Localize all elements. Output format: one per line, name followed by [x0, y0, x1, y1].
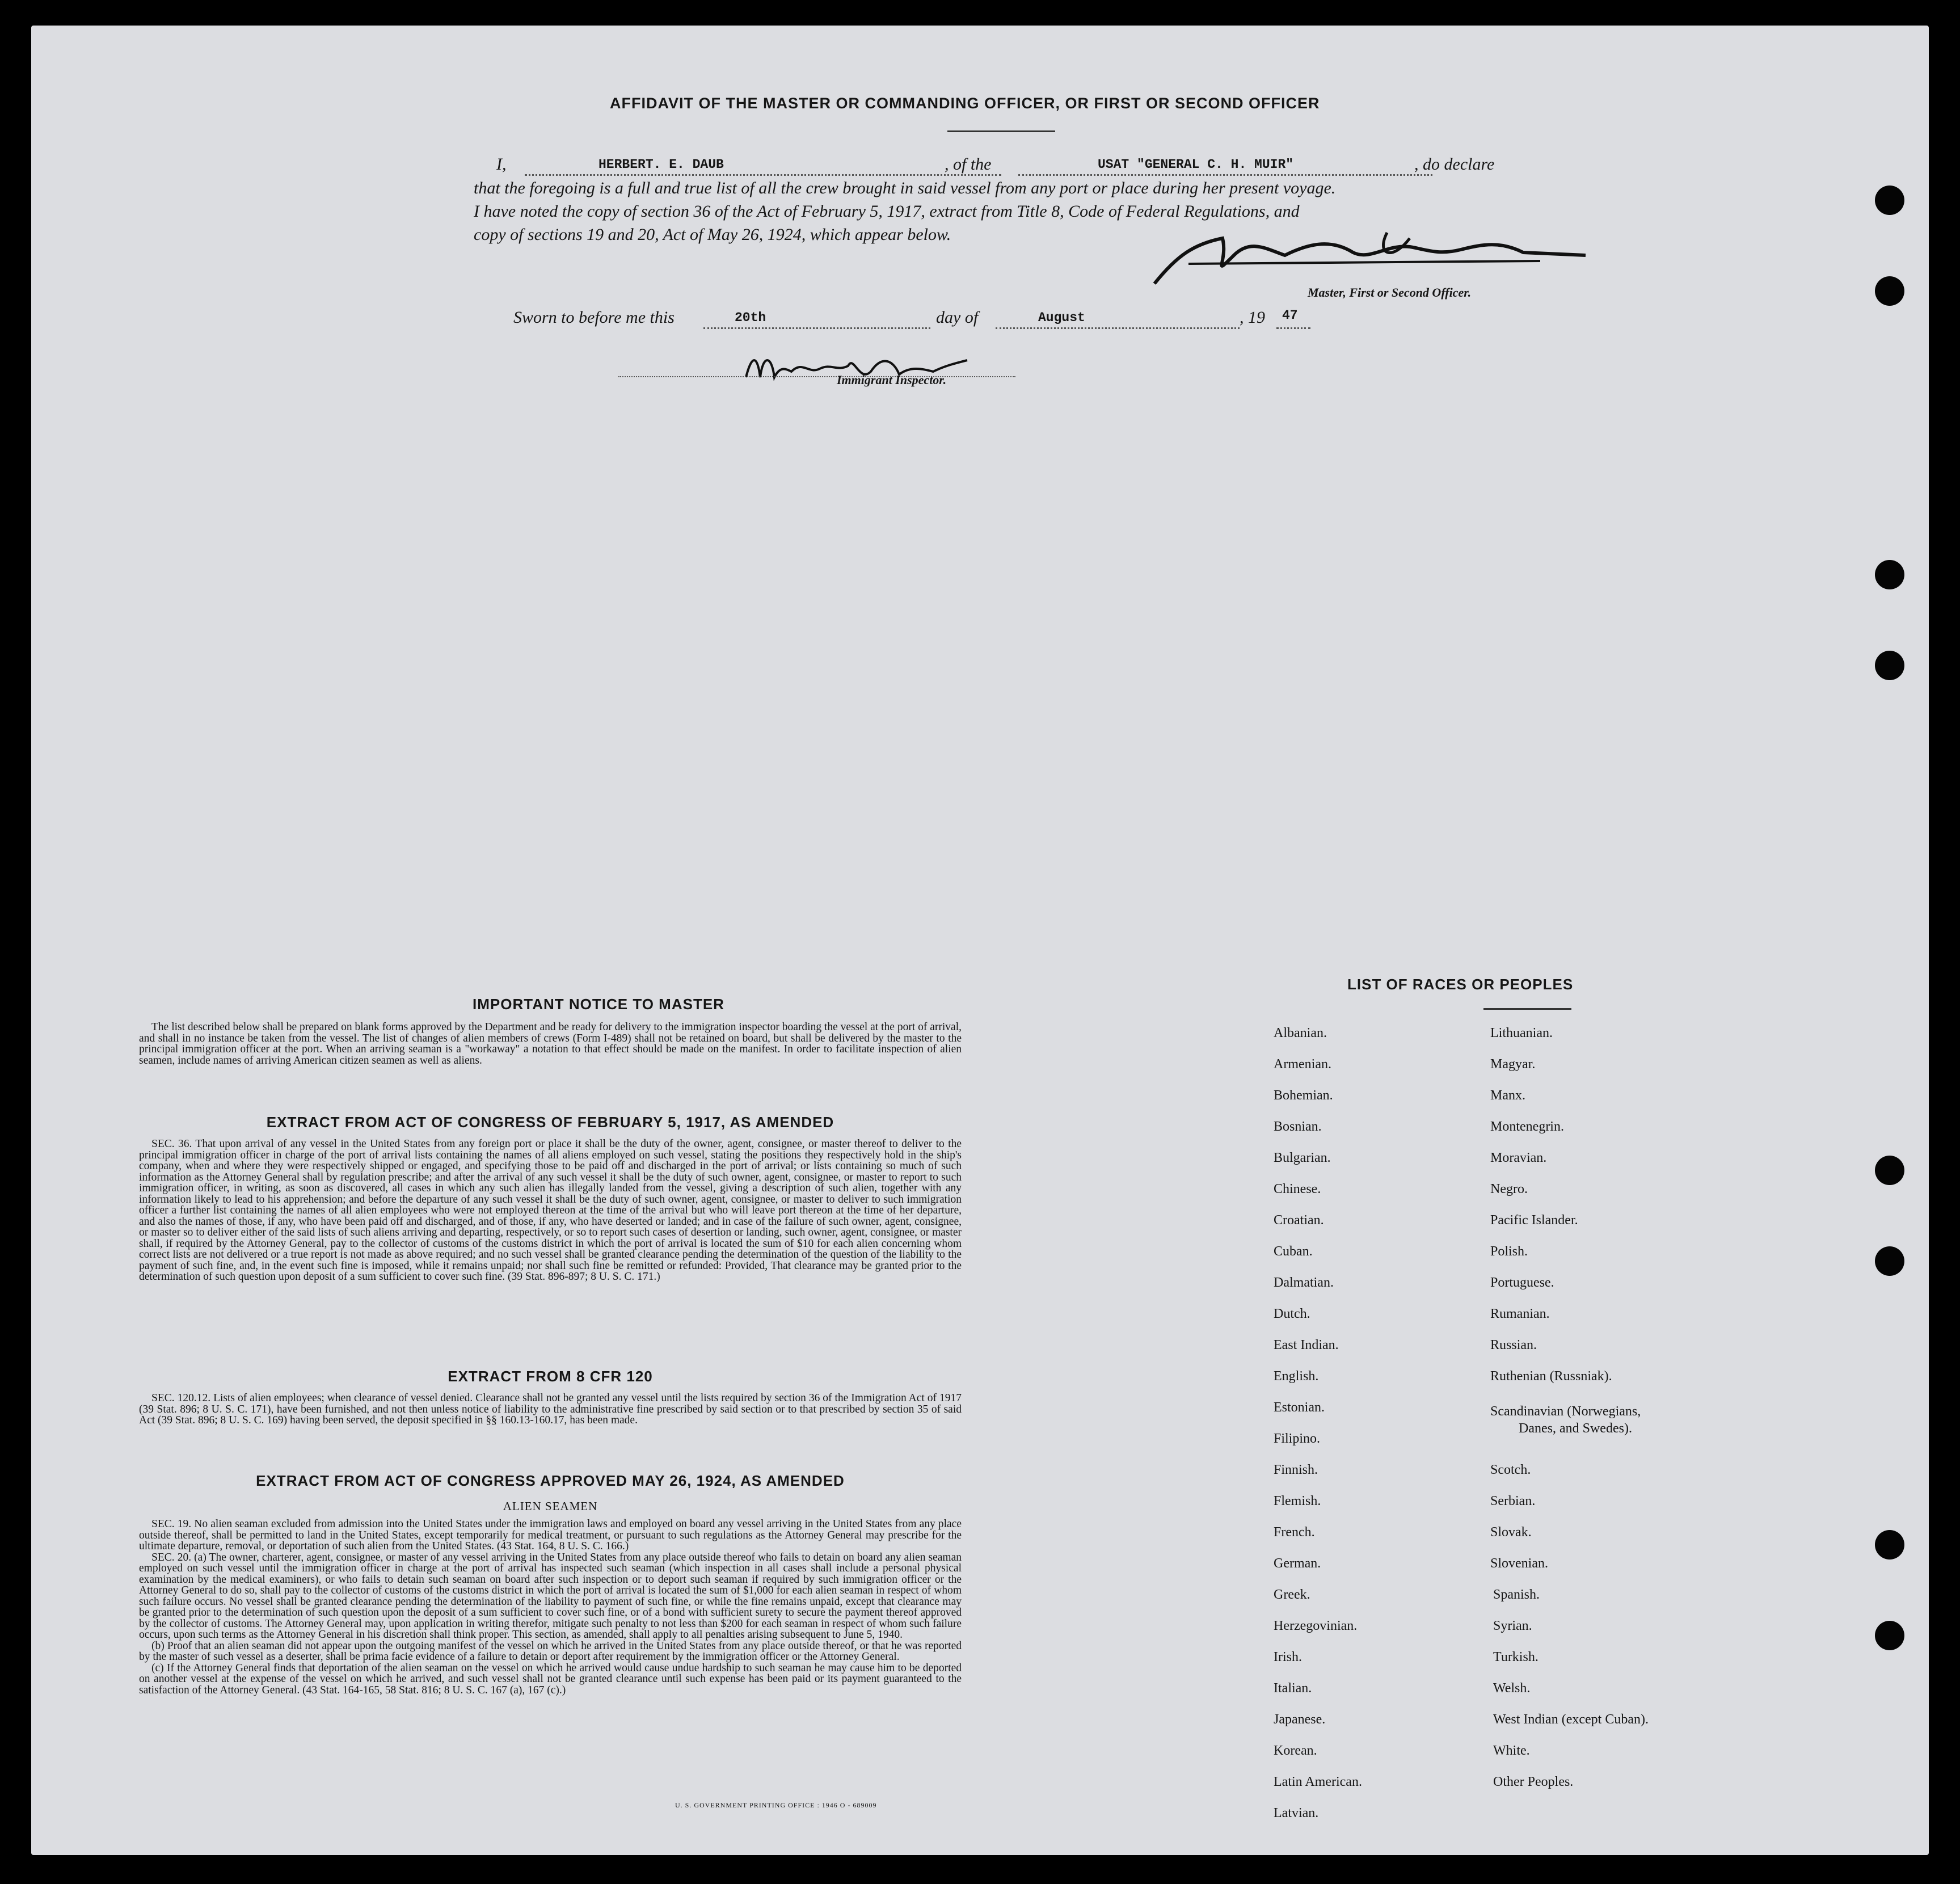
- notice-text: The list described below shall be prepared on blank forms approved by the Department and be ready for delivery to the immigration inspector boarding the vessel at the port of arrival, and shall in no instance be taken from the vessel. The list of changes of alien members of crews (Form I-489) shall not be retained on board, but shall be delivered by the master to the principal immigration officer at the port. When an arriving seaman is a "workaway" a notation to that effect should be made on the manifest. In order to facilitate inspection of alien seamen, include names of arriving American citizen seamen as well as aliens.: [139, 1021, 962, 1067]
- extract-cfr-text: SEC. 120.12. Lists of alien employees; when clearance of vessel denied. Clearance shall not be granted any vessel until the lists required by section 36 of the Immigration Act of 1917 (39 Stat. 896; 8 U. S. C. 171), have been furnished, and not then unless notice of liability to the administrative fine prescribed by said section or to that prescribed by section 35 of said Act (39 Stat. 896; 8 U. S. C. 169) having been served, the deposit specified in §§ 160.13-160.17, has been made.: [139, 1392, 962, 1426]
- affidavit-title: AFFIDAVIT OF THE MASTER OR COMMANDING OFFICER, OR FIRST OR SECOND OFFICER: [610, 95, 1320, 112]
- declaration-line-4: copy of sections 19 and 20, Act of May 26, 1924, which appear below.: [474, 225, 951, 244]
- race-item: Armenian.: [1274, 1057, 1331, 1072]
- race-item: Greek.: [1274, 1587, 1310, 1602]
- race-item: Syrian.: [1493, 1619, 1532, 1633]
- notice-heading: IMPORTANT NOTICE TO MASTER: [473, 996, 724, 1013]
- race-item: French.: [1274, 1525, 1315, 1540]
- race-item: Slovak.: [1490, 1525, 1532, 1540]
- extract-1924-body: [139, 1519, 962, 1696]
- race-item: Herzegovinian.: [1274, 1619, 1358, 1633]
- master-signature-image: [1143, 221, 1597, 295]
- of-the-label: , of the: [945, 155, 992, 174]
- binder-hole-7: [1875, 1530, 1904, 1560]
- printing-office-line: U. S. GOVERNMENT PRINTING OFFICE : 1946 O - 689009: [675, 1801, 877, 1809]
- sworn-day-field: 20th: [735, 310, 766, 325]
- race-item: Chinese.: [1274, 1182, 1321, 1196]
- race-item: Scotch.: [1490, 1462, 1531, 1477]
- race-item: Danes, and Swedes).: [1519, 1421, 1632, 1436]
- binder-hole-6: [1875, 1246, 1904, 1276]
- declaration-line-2: that the foregoing is a full and true list of all the crew brought in said vessel from any port or place during her present voyage.: [474, 179, 1336, 197]
- document-page: [31, 26, 1929, 1855]
- race-item: Spanish.: [1493, 1587, 1540, 1602]
- declaration-line-3: I have noted the copy of section 36 of the Act of February 5, 1917, extract from Title 8, Code of Federal Regulations, and: [474, 202, 1300, 221]
- race-item: Albanian.: [1274, 1026, 1327, 1040]
- master-caption: Master, First or Second Officer.: [1308, 285, 1472, 300]
- extract-1917-text: SEC. 36. That upon arrival of any vessel in the United States from any foreign port or place it shall be the duty of the owner, agent, consignee, or master thereof to deliver to the principal immigration officer in charge of the port of arrival lists containing the names of all aliens employed on such vessel, stating the positions they respectively hold in the ship's company, when and where they were respectively shipped or engaged, and specifying those to be paid off and discharged in the port of arrival; or lists containing so much of such information as the Attorney General shall by regulation prescribe; and after the arrival of any such vessel it shall be the duty of such owner, agent, consignee, or master to report to such immigration officer, in writing, as soon as discovered, all cases in which any such alien has illegally landed from the vessel, giving a description of such alien, together with any information likely to lead to his apprehension; and before the departure of any such vessel it shall be the duty of such owner, agent, consignee, or master to deliver to such immigration officer a further list containing the names of all alien employees who were not employed thereon at the time of the arrival but who will leave port thereon at the time of her departure, and also the names of those, if any, who have been paid off and discharged, and of those, if any, who have deserted or landed; and in case of the failure of such owner, agent, consignee, or master so to deliver either of the said lists of such aliens arriving and departing, respectively, or so to report such cases of desertion or landing, such owner, agent, consignee, or master shall, if required by the Attorney General, pay to the collector of customs of the customs district in which the port of arrival is located the sum of $10 for each alien concerning whom correct lists are not delivered or a true report is not made as above required; and no such vessel shall be granted clearance pending the determination of the question of the liability to the payment of such fine, and, in the event such fine is imposed, while it remains unpaid; nor shall such fine be remitted or refunded: Provided, That clearance may be granted prior to the determination of such question upon deposit of a sum sufficient to cover such fine. (39 Stat. 896-897; 8 U. S. C. 171.): [139, 1138, 962, 1283]
- race-item: Rumanian.: [1490, 1306, 1550, 1321]
- do-declare-label: , do declare: [1414, 155, 1495, 174]
- officer-name-line: [525, 174, 1001, 176]
- race-item: Cuban.: [1274, 1244, 1313, 1259]
- race-item: Latin American.: [1274, 1775, 1362, 1789]
- race-item: Bosnian.: [1274, 1119, 1322, 1134]
- extract-cfr-body: [139, 1393, 962, 1426]
- race-item: Manx.: [1490, 1088, 1525, 1103]
- races-rule: [1483, 1008, 1571, 1010]
- race-item: Russian.: [1490, 1338, 1537, 1352]
- race-item: Bohemian.: [1274, 1088, 1333, 1103]
- sec20c-text: (c) If the Attorney General finds that deportation of the alien seaman on the vessel on which he arrived would cause undue hardship to such seaman he may cause him to be deported on another vessel at the expense of the vessel on which he arrived, and such vessel shall not be granted clearance until such expense has been paid or its payment guaranteed to the satisfaction of the Attorney General. (43 Stat. 164-165, 58 Stat. 816; 8 U. S. C. 167 (a), 167 (c).): [139, 1662, 962, 1696]
- race-item: Dutch.: [1274, 1306, 1310, 1321]
- race-item: Lithuanian.: [1490, 1026, 1553, 1040]
- race-item: Portuguese.: [1490, 1275, 1554, 1290]
- race-item: Moravian.: [1490, 1150, 1547, 1165]
- sworn-day-line: [703, 327, 930, 329]
- race-item: Montenegrin.: [1490, 1119, 1564, 1134]
- race-item: Italian.: [1274, 1681, 1312, 1696]
- race-item: Estonian.: [1274, 1400, 1325, 1415]
- sworn-month-field: August: [1038, 310, 1085, 325]
- race-item: Japanese.: [1274, 1712, 1326, 1727]
- binder-hole-1: [1875, 186, 1904, 215]
- race-item: Irish.: [1274, 1650, 1302, 1664]
- extract-1924-heading: EXTRACT FROM ACT OF CONGRESS APPROVED MAY 26, 1924, AS AMENDED: [256, 1472, 845, 1489]
- race-item: Slovenian.: [1490, 1556, 1548, 1571]
- title-rule: [947, 130, 1055, 132]
- race-item: Pacific Islander.: [1490, 1213, 1578, 1228]
- day-of-label: day of: [936, 308, 979, 327]
- race-item: Bulgarian.: [1274, 1150, 1331, 1165]
- sworn-month-line: [996, 327, 1240, 329]
- race-item: Latvian.: [1274, 1806, 1319, 1820]
- race-item: Filipino.: [1274, 1431, 1321, 1446]
- race-item: Croatian.: [1274, 1213, 1324, 1228]
- vessel-name-field: USAT "GENERAL C. H. MUIR": [1098, 157, 1294, 172]
- year-prefix-label: , 19: [1240, 308, 1265, 327]
- race-item: Serbian.: [1490, 1494, 1536, 1508]
- race-item: Finnish.: [1274, 1462, 1318, 1477]
- race-item: Korean.: [1274, 1743, 1317, 1758]
- alien-seamen-subheading: ALIEN SEAMEN: [503, 1499, 598, 1513]
- binder-hole-8: [1875, 1621, 1904, 1650]
- officer-name-field: HERBERT. E. DAUB: [598, 157, 724, 172]
- race-item: German.: [1274, 1556, 1321, 1571]
- race-item: White.: [1493, 1743, 1530, 1758]
- extract-1917-body: [139, 1139, 962, 1283]
- sworn-year-field: 47: [1282, 308, 1298, 323]
- race-item: Turkish.: [1493, 1650, 1539, 1664]
- notice-body: [139, 1022, 962, 1066]
- sworn-year-line: [1276, 327, 1310, 329]
- sec20b-text: (b) Proof that an alien seaman did not appear upon the outgoing manifest of the vessel on which he arrived in the United States from any place outside thereof, or that he was reported by the master of such vessel as a deserter, shall be prima facie evidence of a failure to detain or deport after requirement by the immigration officer or the Attorney General.: [139, 1639, 962, 1663]
- vessel-name-line: [1018, 174, 1432, 176]
- race-item: Other Peoples.: [1493, 1775, 1574, 1789]
- race-item: Magyar.: [1490, 1057, 1536, 1072]
- race-item: Polish.: [1490, 1244, 1528, 1259]
- race-item: English.: [1274, 1369, 1319, 1384]
- races-heading: LIST OF RACES OR PEOPLES: [1347, 976, 1574, 993]
- sworn-label: Sworn to before me this: [513, 308, 675, 327]
- extract-1917-heading: EXTRACT FROM ACT OF CONGRESS OF FEBRUARY 5, 1917, AS AMENDED: [266, 1114, 834, 1131]
- inspector-line: [618, 376, 1015, 377]
- sec20a-text: SEC. 20. (a) The owner, charterer, agent, consignee, or master of any vessel arriving in the United States from any place outside thereof who fails to detain on board any alien seaman employed on such vessel until the immigration officer in charge at the port of arrival has inspected such seaman (which inspection in all cases shall include a personal physical examination by the medical examiners), or who fails to detain such seaman on board after such inspection or to deport such seaman if required by such immigration officer or the Attorney General to do so, shall pay to the collector of customs of the customs district in which the port of arrival is located the sum of $1,000 for each alien seaman in respect of whom such failure occurs. No vessel shall be granted clearance pending the determination of the liability to payment of such fine, or while the fine remains unpaid, except that clearance may be granted prior to the determination of such question upon the deposit of a sum sufficient to cover such fine, or of a bond with sufficient surety to secure the payment thereof approved by the collector of customs. The Attorney General may, upon application in writing therefor, mitigate such penalty to not less than $200 for each seaman in respect of whom such failure occurs, upon such terms as the Attorney General in his discretion shall think proper. This section, as amended, shall apply to all penalties arising subsequent to June 5, 1940.: [139, 1551, 962, 1641]
- race-item: West Indian (except Cuban).: [1493, 1712, 1649, 1727]
- race-item: East Indian.: [1274, 1338, 1339, 1352]
- binder-hole-2: [1875, 276, 1904, 306]
- race-item: Dalmatian.: [1274, 1275, 1334, 1290]
- race-item: Scandinavian (Norwegians,: [1490, 1404, 1641, 1419]
- sec19-text: SEC. 19. No alien seaman excluded from admission into the United States under the immigration laws and employed on board any vessel arriving in the United States from any place outside thereof, shall be permitted to land in the United States, except temporarily for medical treatment, or pursuant to such regulations as the Attorney General may prescribe for the ultimate departure, removal, or deportation of such alien from the United States. (43 Stat. 164, 8 U. S. C. 166.): [139, 1518, 962, 1552]
- extract-cfr-heading: EXTRACT FROM 8 CFR 120: [448, 1368, 653, 1385]
- binder-hole-4: [1875, 651, 1904, 680]
- i-label: I,: [496, 155, 507, 174]
- race-item: Flemish.: [1274, 1494, 1321, 1508]
- race-item: Welsh.: [1493, 1681, 1531, 1696]
- inspector-caption: Immigrant Inspector.: [837, 373, 947, 387]
- race-item: Ruthenian (Russniak).: [1490, 1369, 1612, 1384]
- binder-hole-5: [1875, 1156, 1904, 1185]
- race-item: Negro.: [1490, 1182, 1528, 1196]
- binder-hole-3: [1875, 560, 1904, 589]
